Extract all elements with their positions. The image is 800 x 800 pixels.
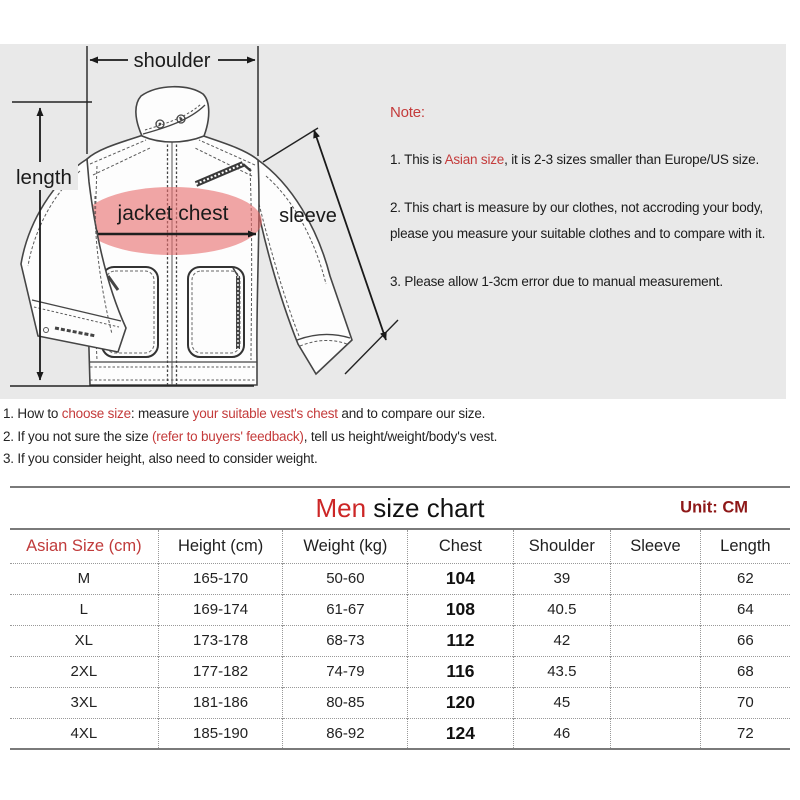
jacket-right-sleeve <box>255 160 352 374</box>
note-item-2-line-2: please you measure your suitable clothes and to compare with it. <box>390 226 766 241</box>
cell-height: 169-174 <box>158 594 283 625</box>
cell-weight: 50-60 <box>283 563 408 594</box>
cell-chest: 112 <box>408 625 513 656</box>
tip-1-text-3: and to compare our size. <box>337 406 486 421</box>
note-item-1-text: 1. This is <box>390 152 445 167</box>
cell-shoulder: 46 <box>513 718 611 749</box>
tip-1-highlight-1: choose size <box>61 406 131 421</box>
note-item-1-suffix: , it is 2-3 sizes smaller than Europe/US size. <box>504 152 760 167</box>
tip-2 <box>3 426 603 449</box>
cell-weight: 61-67 <box>283 594 408 625</box>
cell-size: 3XL <box>10 687 158 718</box>
table-row <box>10 625 790 656</box>
note-item-3: 3. Please allow 1-3cm error due to manual measurement. <box>390 274 723 289</box>
cell-shoulder: 42 <box>513 625 611 656</box>
table-row <box>10 718 790 749</box>
cell-height: 185-190 <box>158 718 283 749</box>
cell-height: 177-182 <box>158 656 283 687</box>
header-shoulder: Shoulder <box>513 530 611 563</box>
cell-size: XL <box>10 625 158 656</box>
note-item-1 <box>390 152 759 167</box>
tip-1-text: 1. How to <box>3 406 62 421</box>
tip-3: 3. If you consider height, also need to consider weight. <box>3 451 318 466</box>
size-chart-title-rest: size chart <box>366 492 485 523</box>
cell-size: M <box>10 563 158 594</box>
cell-chest: 120 <box>408 687 513 718</box>
size-chart-title <box>315 493 484 524</box>
header-sleeve: Sleeve <box>611 530 701 563</box>
cell-length: 66 <box>700 625 790 656</box>
size-chart-table <box>10 530 790 750</box>
size-chart-section <box>10 486 790 750</box>
cell-chest: 124 <box>408 718 513 749</box>
header-asian-size: Asian Size (cm) <box>26 536 142 555</box>
cell-height: 181-186 <box>158 687 283 718</box>
note-item-1-highlight: Asian size <box>444 152 505 167</box>
cell-size: 2XL <box>10 656 158 687</box>
unit-label: Unit: CM <box>680 498 748 517</box>
cell-weight: 68-73 <box>283 625 408 656</box>
cell-length: 72 <box>700 718 790 749</box>
cell-shoulder: 39 <box>513 563 611 594</box>
tip-1 <box>3 403 603 426</box>
size-chart-title-row <box>10 488 790 530</box>
diagram-panel <box>0 44 786 399</box>
cell-sleeve <box>611 563 701 594</box>
table-row <box>10 656 790 687</box>
cell-height: 173-178 <box>158 625 283 656</box>
table-row <box>10 687 790 718</box>
header-length: Length <box>700 530 790 563</box>
tip-1-highlight-2: your suitable vest's chest <box>192 406 338 421</box>
table-row <box>10 594 790 625</box>
cell-size: L <box>10 594 158 625</box>
table-row <box>10 563 790 594</box>
tip-2-text: 2. If you not sure the size <box>3 428 152 444</box>
cell-sleeve <box>611 594 701 625</box>
note-heading: Note: <box>390 104 425 121</box>
header-row <box>10 530 790 563</box>
tip-1-text-2: : measure <box>130 406 193 421</box>
cell-chest: 108 <box>408 594 513 625</box>
cell-height: 165-170 <box>158 563 283 594</box>
header-chest: Chest <box>408 530 513 563</box>
tip-2-highlight: (refer to buyers' feedback) <box>151 428 304 444</box>
cell-length: 68 <box>700 656 790 687</box>
note-panel <box>388 44 786 399</box>
cell-length: 62 <box>700 563 790 594</box>
length-label: length <box>16 166 72 189</box>
jacket-collar <box>136 87 209 142</box>
cell-sleeve <box>611 625 701 656</box>
cell-weight: 86-92 <box>283 718 408 749</box>
tip-2-text-2: , tell us height/weight/body's vest. <box>303 428 498 444</box>
cell-chest: 116 <box>408 656 513 687</box>
cell-weight: 74-79 <box>283 656 408 687</box>
size-chart-title-highlight: Men <box>315 492 367 523</box>
cell-shoulder: 40.5 <box>513 594 611 625</box>
cell-length: 64 <box>700 594 790 625</box>
cell-sleeve <box>611 656 701 687</box>
sizing-tips <box>3 403 603 471</box>
shoulder-label: shoulder <box>133 50 211 72</box>
header-height: Height (cm) <box>158 530 283 563</box>
cell-sleeve <box>611 687 701 718</box>
cell-weight: 80-85 <box>283 687 408 718</box>
chest-label: jacket chest <box>117 202 229 225</box>
sleeve-label: sleeve <box>279 205 337 227</box>
cell-size: 4XL <box>10 718 158 749</box>
cell-shoulder: 45 <box>513 687 611 718</box>
cell-shoulder: 43.5 <box>513 656 611 687</box>
cell-length: 70 <box>700 687 790 718</box>
cell-sleeve <box>611 718 701 749</box>
header-weight: Weight (kg) <box>283 530 408 563</box>
note-item-2-line-1: 2. This chart is measure by our clothes, not accroding your body, <box>390 200 763 215</box>
cell-chest: 104 <box>408 563 513 594</box>
